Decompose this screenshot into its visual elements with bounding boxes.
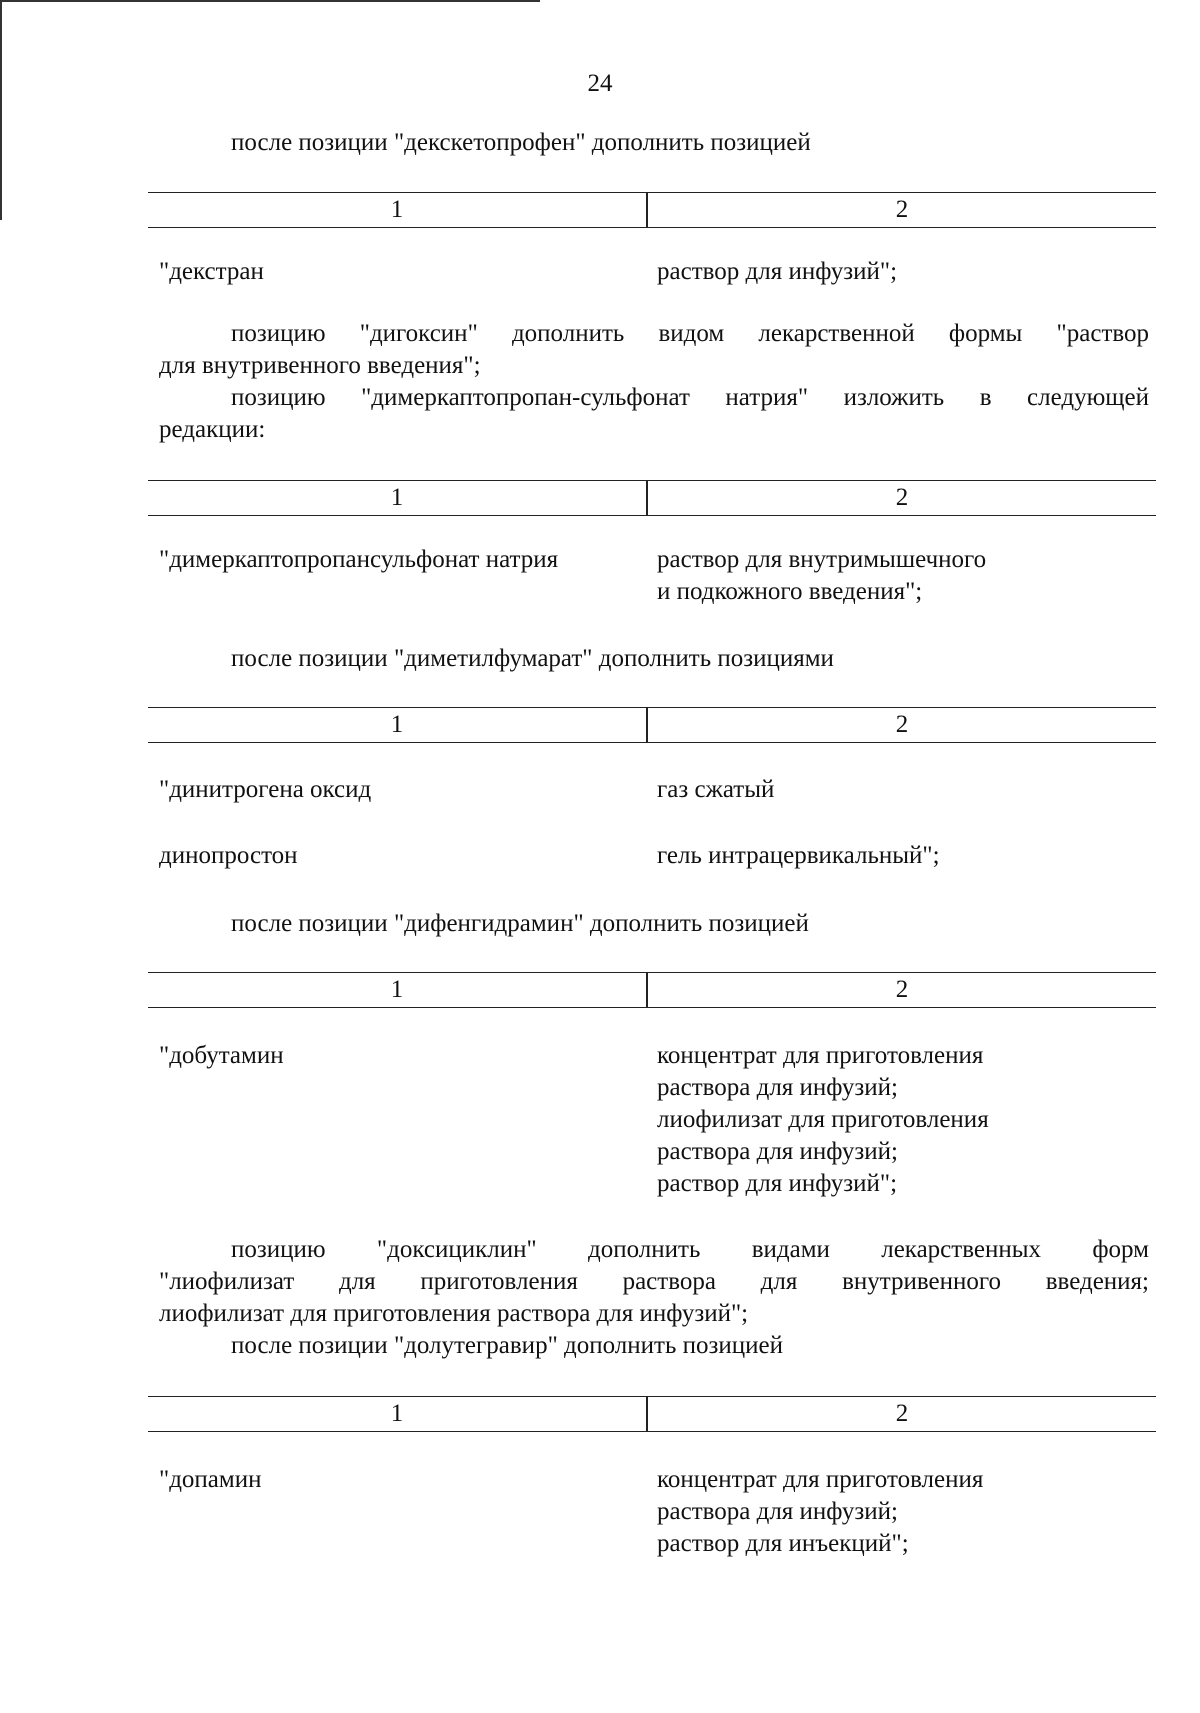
column-header-2: 2: [895, 196, 909, 223]
dosage-form-line: газ сжатый: [657, 776, 775, 803]
table-header: [148, 480, 1156, 516]
scan-edge-top: [0, 0, 540, 2]
drug-name: "динитрогена оксид: [159, 776, 372, 803]
dosage-form-line: раствора для инфузий;: [657, 1138, 898, 1165]
column-header-2: 2: [895, 1400, 909, 1427]
page-number: 24: [587, 70, 613, 97]
dosage-forms: [657, 840, 940, 872]
dosage-form-line: раствор для инфузий";: [657, 1170, 898, 1197]
dosage-forms: [657, 1040, 989, 1200]
column-header-2: 2: [895, 711, 909, 738]
table-header: [148, 192, 1156, 228]
drug-name: "добутамин: [159, 1042, 284, 1069]
column-header-2: 2: [895, 976, 909, 1003]
drug-name: "димеркаптопропансульфонат натрия: [159, 546, 559, 573]
dosage-form-line: концентрат для приготовления: [657, 1042, 984, 1069]
dosage-forms: [657, 774, 774, 806]
column-header-1: 1: [390, 484, 404, 511]
instruction-diphenhydramine: после позиции "дифенгидрамин" дополнить позицией: [231, 910, 809, 937]
dosage-form-line: раствор для инфузий";: [657, 258, 898, 285]
dosage-forms: [657, 544, 986, 608]
column-header-2: 2: [895, 484, 909, 511]
dosage-forms: [657, 256, 897, 288]
instruction-dolutegravir: после позиции "долутегравир" дополнить позицией: [231, 1332, 783, 1359]
table-header: [148, 1396, 1156, 1432]
column-header-1: 1: [390, 196, 404, 223]
dosage-form-line: концентрат для приготовления: [657, 1466, 984, 1493]
dosage-form-line: гель интрацервикальный";: [657, 842, 940, 869]
paragraph-doxycycline-line1: позицию "доксициклин" дополнить видами лекарственных форм: [231, 1236, 1149, 1263]
paragraph-dimercapto-line1: позицию "димеркаптопропан-сульфонат натрия" изложить в следующей: [231, 384, 1149, 411]
drug-name: "допамин: [159, 1466, 262, 1493]
dosage-form-line: раствор для инъекций";: [657, 1530, 909, 1557]
scan-edge-left: [0, 0, 2, 220]
instruction-dexketoprofen: после позиции "декскетопрофен" дополнить позицией: [231, 129, 811, 156]
dosage-form-line: раствора для инфузий;: [657, 1074, 898, 1101]
paragraph-digoxin-line2: для внутривенного введения";: [159, 352, 481, 379]
table-header: [148, 972, 1156, 1008]
paragraph-doxycycline-line3: лиофилизат для приготовления раствора для инфузий";: [159, 1300, 749, 1327]
column-header-1: 1: [390, 976, 404, 1003]
drug-name: динопростон: [159, 842, 298, 869]
table-header: [148, 707, 1156, 743]
dosage-form-line: и подкожного введения";: [657, 578, 923, 605]
paragraph-doxycycline-line2: "лиофилизат для приготовления раствора для внутривенного введения;: [159, 1268, 1149, 1295]
dosage-form-line: раствор для внутримышечного: [657, 546, 987, 573]
dosage-forms: [657, 1464, 983, 1560]
paragraph-digoxin-line1: позицию "дигоксин" дополнить видом лекарственной формы "раствор: [231, 320, 1149, 347]
dosage-form-line: лиофилизат для приготовления: [657, 1106, 989, 1133]
dosage-form-line: раствора для инфузий;: [657, 1498, 898, 1525]
drug-name: "декстран: [159, 258, 264, 285]
column-header-1: 1: [390, 711, 404, 738]
paragraph-dimercapto-line2: редакции:: [159, 416, 266, 443]
instruction-dimethylfumarate: после позиции "диметилфумарат" дополнить позициями: [231, 645, 834, 672]
column-header-1: 1: [390, 1400, 404, 1427]
